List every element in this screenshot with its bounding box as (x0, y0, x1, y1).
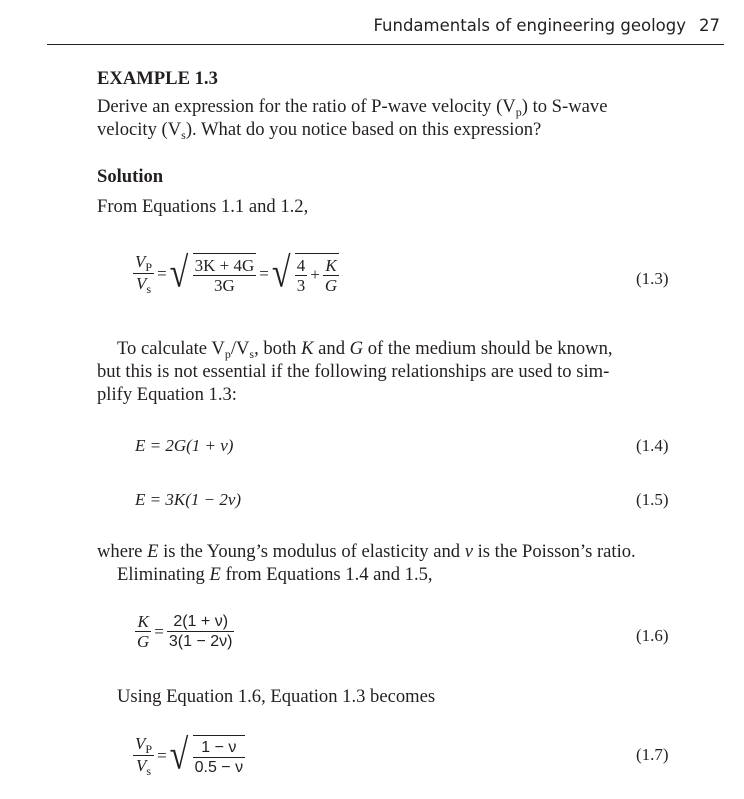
para2-line-1: where E is the Young’s modulus of elasticity and ν is the Poisson’s ratio. (97, 541, 636, 562)
page-number: 27 (699, 16, 720, 35)
equation-1-3: $\frac{V_P}{V_s}$ = √ $\frac{3K + 4G}{3G}$ = √ $\frac{4}{3}$ + $\frac{K}{G}$ (135, 249, 338, 296)
equation-1-4: E = 2G(1 + ν) (135, 436, 234, 455)
para1-line-2: but this is not essential if the following relationships are used to sim- (97, 361, 610, 382)
equation-1-7: $\frac{V_P}{V_s}$ = √ $\frac{1 - \nu}{0.5 - \nu}$ (135, 731, 244, 778)
equation-label-1-3: (1.3) (636, 269, 669, 288)
para3: Using Equation 1.6, Equation 1.3 becomes (117, 686, 436, 707)
equation-label-1-7: (1.7) (636, 745, 669, 764)
para1-line-3: plify Equation 1.3: (97, 384, 237, 405)
equation-1-6: $\frac{K}{G}$ = $\frac{2(1 + \nu)}{3(1 - 2\nu)}$ (137, 612, 233, 651)
equation-1-5: E = 3K(1 − 2ν) (135, 490, 242, 509)
example-heading: EXAMPLE 1.3 (97, 68, 218, 89)
solution-intro: From Equations 1.1 and 1.2, (97, 196, 309, 217)
para1-line-1: To calculate $V_p/V_s$, both K and G of the medium should be known, (117, 338, 613, 361)
radical-2: √ $\frac{4}{3}$ + $\frac{K}{G}$ (271, 249, 338, 296)
equation-label-1-5: (1.5) (636, 490, 669, 509)
radical-1: √ $\frac{3K + 4G}{3G}$ (169, 249, 255, 296)
radical-3: √ $\frac{1 - \nu}{0.5 - \nu}$ (169, 731, 244, 778)
running-header (47, 14, 724, 45)
equation-label-1-6: (1.6) (636, 626, 669, 645)
vp-over-vs: $\frac{V_P}{V_s}$ (135, 252, 153, 296)
problem-line-1: Derive an expression for the ratio of P-wave velocity $(V_p)$ to S-wave (97, 96, 608, 119)
problem-line-2: velocity $(V_s)$. What do you notice based on this expression? (97, 119, 542, 142)
para2-line-2: Eliminating E from Equations 1.4 and 1.5, (117, 564, 433, 585)
solution-heading: Solution (97, 166, 164, 187)
running-title: Fundamentals of engineering geology (373, 16, 686, 35)
equation-label-1-4: (1.4) (636, 436, 669, 455)
